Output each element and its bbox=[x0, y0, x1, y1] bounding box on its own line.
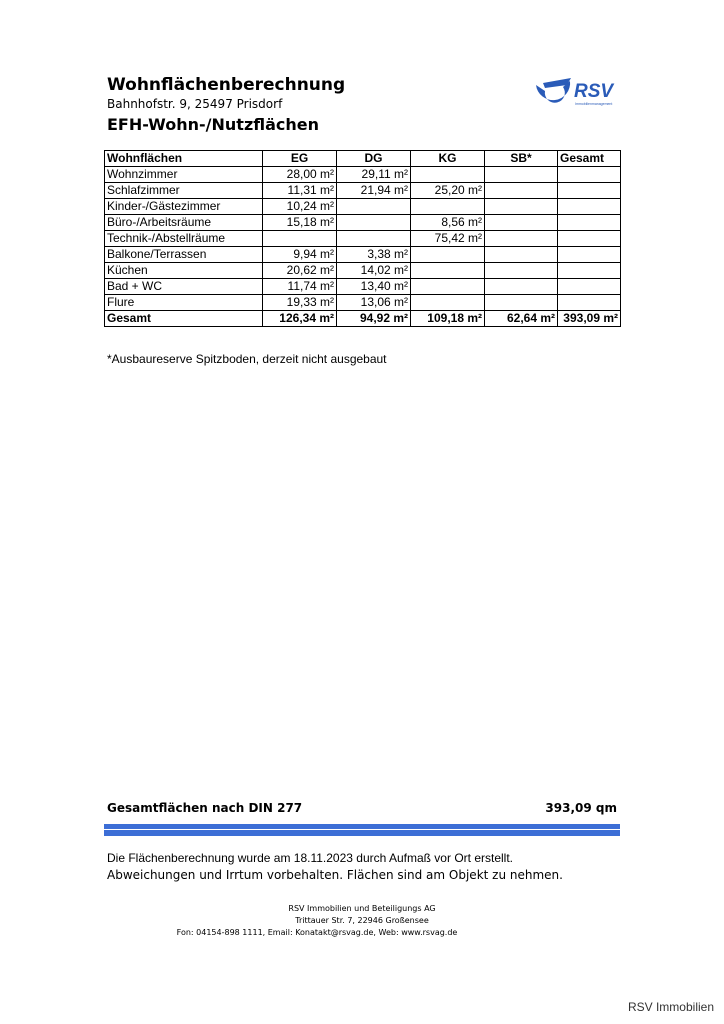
cell-gesamt: 393,09 m² bbox=[558, 311, 621, 327]
cell-dg: 13,06 m² bbox=[337, 295, 411, 311]
row-label: Bad + WC bbox=[105, 279, 263, 295]
rsv-logo bbox=[533, 75, 623, 117]
cell-sb bbox=[485, 199, 558, 215]
cell-dg bbox=[337, 215, 411, 231]
total-row bbox=[105, 311, 621, 327]
cell-eg: 28,00 m² bbox=[263, 167, 337, 183]
table-row bbox=[105, 247, 621, 263]
divider-bar bbox=[104, 824, 620, 836]
table-row bbox=[105, 183, 621, 199]
cell-kg bbox=[411, 279, 485, 295]
cell-kg bbox=[411, 295, 485, 311]
row-label: Technik-/Abstellräume bbox=[105, 231, 263, 247]
cell-dg bbox=[337, 231, 411, 247]
cell-eg: 126,34 m² bbox=[263, 311, 337, 327]
cell-eg bbox=[263, 231, 337, 247]
cell-kg bbox=[411, 263, 485, 279]
cell-kg: 75,42 m² bbox=[411, 231, 485, 247]
cell-dg: 3,38 m² bbox=[337, 247, 411, 263]
table-row bbox=[105, 231, 621, 247]
row-label: Gesamt bbox=[105, 311, 263, 327]
cell-gesamt bbox=[558, 231, 621, 247]
logo-tagline: Immobilienmanagement bbox=[575, 102, 613, 106]
table-row bbox=[105, 215, 621, 231]
cell-kg bbox=[411, 247, 485, 263]
cell-sb bbox=[485, 279, 558, 295]
cell-kg: 109,18 m² bbox=[411, 311, 485, 327]
cell-eg: 15,18 m² bbox=[263, 215, 337, 231]
table-header-row bbox=[105, 151, 621, 167]
table-row bbox=[105, 295, 621, 311]
watermark: RSV Immobilien bbox=[627, 1000, 714, 1014]
cell-gesamt bbox=[558, 167, 621, 183]
cell-eg: 20,62 m² bbox=[263, 263, 337, 279]
cell-sb bbox=[485, 183, 558, 199]
footnote: *Ausbaureserve Spitzboden, derzeit nicht ausgebaut bbox=[107, 352, 387, 366]
cell-sb bbox=[485, 231, 558, 247]
document-subtitle: EFH-Wohn-/Nutzflächen bbox=[107, 115, 320, 134]
table-row bbox=[105, 167, 621, 183]
cell-kg bbox=[411, 167, 485, 183]
cell-sb bbox=[485, 167, 558, 183]
footer-contact: Fon: 04154-898 1111, Email: Konatakt@rsvag.de, Web: www.rsvag.de bbox=[176, 928, 458, 937]
cell-kg: 25,20 m² bbox=[411, 183, 485, 199]
column-header-sb: SB* bbox=[485, 151, 558, 167]
column-header-dg: DG bbox=[337, 151, 411, 167]
row-label: Büro-/Arbeitsräume bbox=[105, 215, 263, 231]
column-header-wohnflaechen: Wohnflächen bbox=[105, 151, 263, 167]
note-line-1: Die Flächenberechnung wurde am 18.11.2023 durch Aufmaß vor Ort erstellt. bbox=[107, 851, 513, 865]
cell-gesamt bbox=[558, 279, 621, 295]
cell-eg: 9,94 m² bbox=[263, 247, 337, 263]
cell-dg: 14,02 m² bbox=[337, 263, 411, 279]
cell-gesamt bbox=[558, 215, 621, 231]
cell-dg: 29,11 m² bbox=[337, 167, 411, 183]
area-table bbox=[104, 150, 621, 327]
column-header-eg: EG bbox=[263, 151, 337, 167]
cell-gesamt bbox=[558, 263, 621, 279]
row-label: Küchen bbox=[105, 263, 263, 279]
cell-gesamt bbox=[558, 183, 621, 199]
row-label: Wohnzimmer bbox=[105, 167, 263, 183]
property-address: Bahnhofstr. 9, 25497 Prisdorf bbox=[107, 97, 283, 111]
cell-kg bbox=[411, 199, 485, 215]
footer-address: Trittauer Str. 7, 22946 Großensee bbox=[295, 916, 429, 925]
cell-sb bbox=[485, 247, 558, 263]
summary-value: 393,09 qm bbox=[545, 801, 617, 815]
cell-sb bbox=[485, 215, 558, 231]
cell-dg: 21,94 m² bbox=[337, 183, 411, 199]
cell-gesamt bbox=[558, 199, 621, 215]
table-row bbox=[105, 279, 621, 295]
cell-kg: 8,56 m² bbox=[411, 215, 485, 231]
table-row bbox=[105, 199, 621, 215]
cell-dg: 13,40 m² bbox=[337, 279, 411, 295]
cell-eg: 10,24 m² bbox=[263, 199, 337, 215]
cell-eg: 19,33 m² bbox=[263, 295, 337, 311]
row-label: Schlafzimmer bbox=[105, 183, 263, 199]
cell-gesamt bbox=[558, 295, 621, 311]
cell-eg: 11,31 m² bbox=[263, 183, 337, 199]
logo-text: RSV bbox=[574, 81, 614, 102]
column-header-kg: KG bbox=[411, 151, 485, 167]
document-title: Wohnflächenberechnung bbox=[107, 75, 346, 95]
row-label: Flure bbox=[105, 295, 263, 311]
row-label: Kinder-/Gästezimmer bbox=[105, 199, 263, 215]
cell-sb bbox=[485, 295, 558, 311]
cell-eg: 11,74 m² bbox=[263, 279, 337, 295]
cell-gesamt bbox=[558, 247, 621, 263]
column-header-gesamt: Gesamt bbox=[558, 151, 621, 167]
note-line-2: Abweichungen und Irrtum vorbehalten. Flächen sind am Objekt zu nehmen. bbox=[107, 868, 563, 882]
cell-sb bbox=[485, 263, 558, 279]
cell-sb: 62,64 m² bbox=[485, 311, 558, 327]
row-label: Balkone/Terrassen bbox=[105, 247, 263, 263]
footer-company: RSV Immobilien und Beteiligungs AG bbox=[288, 904, 436, 913]
summary-label: Gesamtflächen nach DIN 277 bbox=[107, 801, 303, 815]
table-row bbox=[105, 263, 621, 279]
cell-dg: 94,92 m² bbox=[337, 311, 411, 327]
cell-dg bbox=[337, 199, 411, 215]
